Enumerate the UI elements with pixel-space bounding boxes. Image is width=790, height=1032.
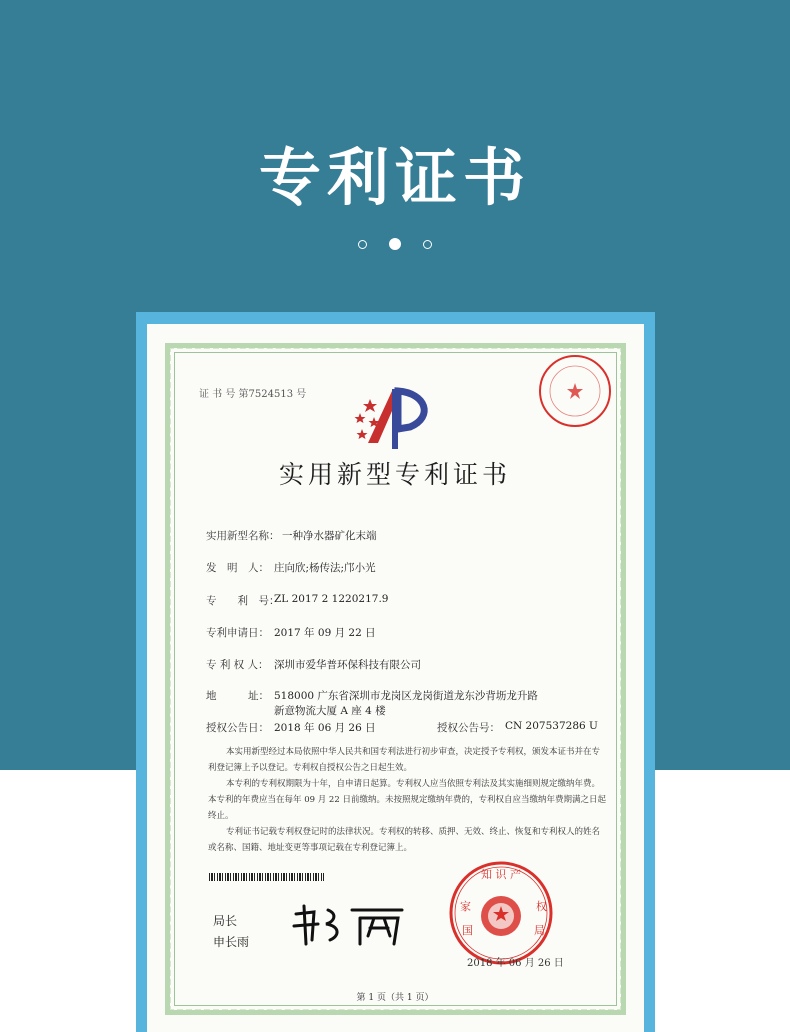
address-label: 地 址： (206, 690, 269, 702)
carousel-dot-2-active[interactable] (389, 238, 401, 250)
inventor-value: 庄向欣;杨传法;邝小光 (274, 562, 376, 574)
paragraph-3: 专利证书记载专利权登记时的法律状况。专利权的转移、质押、无效、终止、恢复和专利权人的姓名或名称、国籍、地址变更等事项记载在专利登记簿上。 (208, 827, 601, 853)
certificate-number: 证 书 号 第7524513 号 (199, 389, 307, 400)
carousel-dot-3[interactable] (423, 240, 432, 249)
certificate-title: 实用新型专利证书 (278, 460, 511, 489)
svg-text:家: 家 (460, 900, 471, 913)
page-number: 第 1 页（共 1 页） (356, 993, 434, 1003)
carousel-dots (0, 236, 790, 252)
seal-date: 2018 年 06 月 26 日 (467, 958, 564, 969)
patent-number-value: ZL 2017 2 1220217.9 (274, 593, 389, 605)
filing-date-label: 专利申请日： (206, 627, 269, 639)
barcode (209, 873, 324, 881)
paragraph-1: 本实用新型经过本局依照中华人民共和国专利法进行初步审查，决定授予专利权，颁发本证书并在专利登记簿上予以登记。专利权自授权公告之日起生效。 (208, 747, 601, 773)
svg-text:知 识 产: 知 识 产 (481, 868, 521, 881)
patent-number-label: 专 利 号： (206, 595, 280, 607)
grant-date-label: 授权公告日： (206, 722, 269, 734)
address-value-line2: 新意物流大厦 A 座 4 楼 (274, 705, 386, 717)
grant-date-value: 2018 年 06 月 26 日 (274, 722, 376, 734)
director-signature-icon (290, 900, 410, 950)
filing-date-value: 2017 年 09 月 22 日 (274, 627, 376, 639)
national-ip-office-seal-icon (448, 860, 554, 966)
svg-text:权: 权 (536, 900, 547, 913)
grant-number-label: 授权公告号： (437, 722, 500, 734)
model-name-label: 实用新型名称： (206, 530, 280, 542)
model-name-value: 一种净水器矿化末端 (282, 530, 377, 542)
paragraph-2: 本专利的专利权期限为十年，自申请日起算。专利权人应当依照专利法及其实施细则规定缴纳年费。本专利的年费应当在每年 09 月 22 日前缴纳。未按照规定缴纳年费的，专利权自应当缴纳年费期满之日起终止。 (208, 779, 606, 821)
address-value-line1: 518000 广东省深圳市龙岗区龙岗街道龙东沙背坜龙升路 (274, 690, 538, 702)
director-name: 申长雨 (213, 935, 250, 949)
grant-number-value: CN 207537286 U (505, 720, 598, 732)
svg-text:局: 局 (534, 924, 545, 937)
review-department-stamp-icon (537, 353, 613, 429)
patentee-label: 专 利 权 人： (206, 659, 269, 671)
patentee-value: 深圳市爱华普环保科技有限公司 (274, 659, 421, 671)
carousel-dot-1[interactable] (358, 240, 367, 249)
inventor-label: 发 明 人： (206, 562, 269, 574)
svg-text:国: 国 (462, 924, 473, 937)
director-label: 局长 (213, 914, 238, 928)
page-title: 专利证书 (258, 141, 531, 214)
cnipa-emblem-icon (348, 383, 440, 453)
